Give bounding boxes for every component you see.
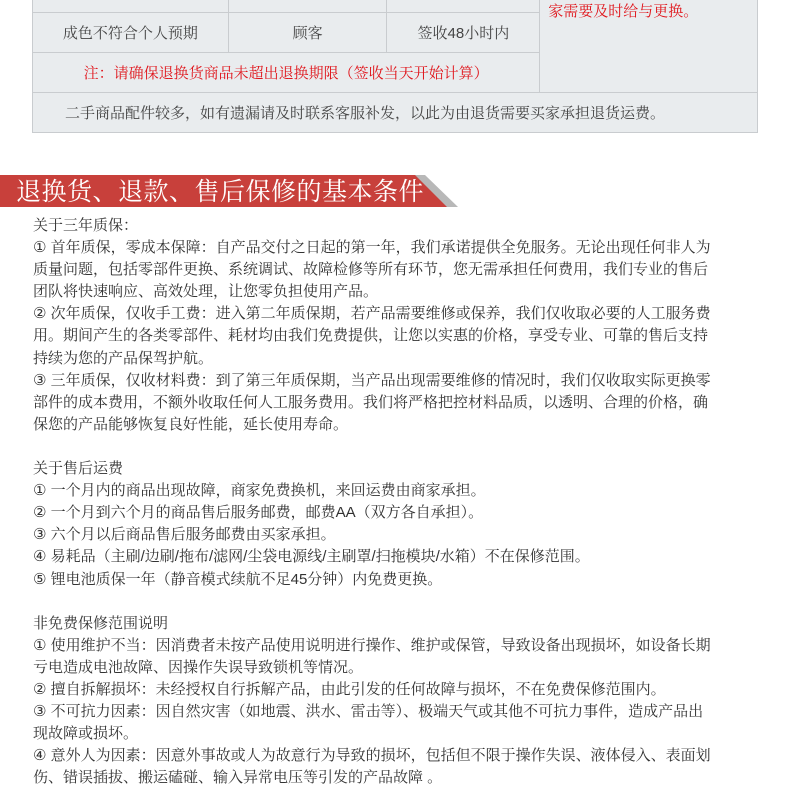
policy-line: 伤、错误插拔、搬运磕碰、输入异常电压等引发的产品故障 。 [33, 769, 443, 787]
table-row [33, 0, 758, 13]
policy-line: ② 次年质保，仅收手工费：进入第二年质保期，若产品需要维修或保养，我们仅收取必要的人工服务费 [33, 305, 711, 323]
policy-line: 质量问题，包括零部件更换、系统调试、故障检修等所有环节，您无需承担任何费用，我们专业的售后 [33, 261, 709, 279]
side-note [540, 0, 758, 93]
policy-line: ② 一个月到六个月的商品售后服务邮费，邮费AA（双方各自承担）。 [33, 504, 484, 522]
policy-line: ② 擅自拆解损坏：未经授权自行拆解产品，由此引发的任何故障与损坏，不在免费保修范围内。 [33, 680, 666, 698]
table-row [33, 93, 758, 133]
policy-line: ⑤ 锂电池质保一年（静音模式续航不足45分钟）内免费更换。 [33, 570, 443, 588]
policy-line: ③ 六个月以后商品售后服务邮费由买家承担。 [33, 526, 336, 544]
policy-line: ① 首年质保，零成本保障：自产品交付之日起的第一年，我们承诺提供全免服务。无论出现任何非人为 [33, 239, 711, 257]
section-banner [0, 175, 460, 209]
policy-line: ④ 易耗品（主刷/边刷/拖布/滤网/尘袋电源线/主刷罩/扫拖模块/水箱）不在保修范围。 [33, 548, 590, 566]
policy-line [33, 591, 711, 613]
return-policy-table [32, 0, 758, 133]
policy-line: ③ 不可抗力因素：因自然灾害（如地震、洪水、雷击等）、极端天气或其他不可抗力事件，造成产品出 [33, 703, 704, 721]
policy-line: 部件的成本费用，不额外收取任何人工服务费用。我们将严格把控材料品质，以透明、合理的价格，确 [33, 393, 709, 411]
side-note-text: 家需要及时给与更换。 [548, 3, 699, 20]
payer-cell: 顾客 [228, 13, 387, 53]
table-note: 注：请确保退换货商品未超出退换期限（签收当天开始计算） [33, 53, 540, 93]
policy-line: 持续为您的产品保驾护航。 [33, 349, 214, 367]
policy-line: ① 使用维护不当：因消费者未按产品使用说明进行操作、维护或保管，导致设备出现损坏，如设备长期 [33, 636, 711, 654]
policy-line: 非免费保修范围说明 [33, 614, 169, 632]
policy-line: ④ 意外人为因素：因意外事故或人为故意行为导致的损坏，包括但不限于操作失误、液体侵入、表面划 [33, 747, 711, 765]
table-footer: 二手商品配件较多，如有遗漏请及时联系客服补发，以此为由退货需要买家承担退货运费。 [33, 93, 758, 133]
policy-line: 关于售后运费 [33, 460, 124, 478]
policy-text [33, 215, 711, 789]
reason-cell: 成色不符合个人预期 [33, 13, 229, 53]
table-cell [387, 0, 540, 13]
policy-line: ③ 三年质保，仅收材料费：到了第三年质保期，当产品出现需要维修的情况时，我们仅收取实际更换零 [33, 371, 711, 389]
period-cell: 签收48小时内 [387, 13, 540, 53]
section-title: 退换货、退款、售后保修的基本条件 [16, 178, 425, 206]
policy-line: 关于三年质保： [33, 217, 139, 234]
policy-line [33, 436, 711, 458]
policy-line: 保您的产品能够恢复良好性能，延长使用寿命。 [33, 415, 349, 433]
policy-line: 团队将快速响应、高效处理，让您零负担使用产品。 [33, 283, 379, 301]
policy-line: 现故障或损坏。 [33, 725, 139, 743]
table-cell [33, 0, 229, 13]
policy-line: ① 一个月内的商品出现故障，商家免费换机，来回运费由商家承担。 [33, 482, 486, 500]
policy-line: 用。期间产生的各类零部件、耗材均由我们免费提供，让您以实惠的价格，享受专业、可靠的售后支持 [33, 327, 709, 345]
table-cell [228, 0, 387, 13]
policy-line: 亏电造成电池故障、因操作失误导致锁机等情况。 [33, 658, 364, 676]
